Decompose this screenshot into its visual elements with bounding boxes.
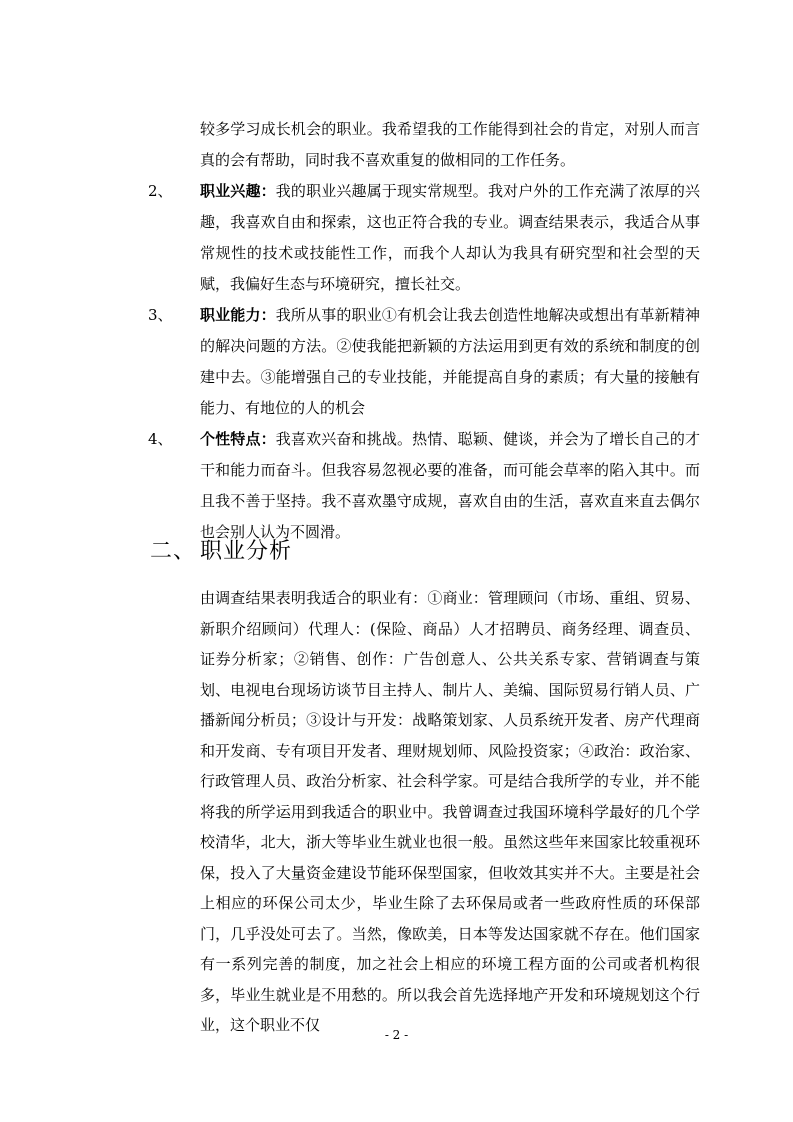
item-text: 我喜欢兴奋和挑战。热情、聪颖、健谈，并会为了增长自己的才干和能力而奋斗。但我容易忽视必要的准备，而可能会草率的陷入其中。而且我不善于坚持。我不喜欢墨守成规，喜欢自由的生活，喜欢直来直去偶尔也会别人认为不圆滑。 <box>200 430 700 541</box>
item-lead: 个性特点： <box>200 430 276 448</box>
section-title: 职业分析 <box>200 539 293 564</box>
item-number: 2、 <box>148 182 173 200</box>
item-lead: 职业能力： <box>200 306 276 324</box>
list-item-personality <box>148 424 700 548</box>
item-text: 我的职业兴趣属于现实常规型。我对户外的工作充满了浓厚的兴趣，我喜欢自由和探索，这也正符合我的专业。调查结果表示，我适合从事常规性的技术或技能性工作，而我个人却认为我具有研究型和社会型的天赋，我偏好生态与环境研究，擅长社交。 <box>200 182 700 293</box>
list-item-interest <box>148 176 700 300</box>
item-text: 我所从事的职业①有机会让我去创造性地解决或想出有革新精神的解决问题的方法。②使我能把新颖的方法运用到更有效的系统和制度的创建中去。③能增强自己的专业技能，并能提高自身的素质；有大量的接触有能力、有地位的人的机会 <box>200 306 700 417</box>
page-number: - 2 - <box>384 1028 409 1042</box>
section-number: 二、 <box>150 539 197 564</box>
item-number: 4、 <box>148 430 173 448</box>
intro-paragraph: 较多学习成长机会的职业。我希望我的工作能得到社会的肯定，对别人而言真的会有帮助，同时我不喜欢重复的做相同的工作任务。 <box>200 120 700 169</box>
analysis-paragraph: 由调查结果表明我适合的职业有：①商业：管理顾问（市场、重组、贸易、新职介绍顾问）代理人：(保险、商品）人才招聘员、商务经理、调查员、证券分析家；②销售、创作：广告创意人、公共关系专家、营销调查与策划、电视电台现场访谈节目主持人、制片人、美编、国际贸易行销人员、广播新闻分析员；③设计与开发：战略策划家、人员系统开发者、房产代理商和开发商、专有项目开发者、理财规划师、风险投资家；④政治：政治家、行政管理人员、政治分析家、社会科学家。可是结合我所学的专业，并不能将我的所学运用到我适合的职业中。我曾调查过我国环境科学最好的几个学校清华，北大，浙大等毕业生就业也很一般。虽然这些年来国家比较重视环保，投入了大量资金建设节能环保型国家，但收效其实并不大。主要是社会上相应的环保公司太少，毕业生除了去环保局或者一些政府性质的环保部门，几乎没处可去了。当然，像欧美，日本等发达国家就不存在。他们国家有一系列完善的制度，加之社会上相应的环境工程方面的公司或者机构很多，毕业生就业是不用愁的。所以我会首先选择地产开发和环境规划这个行业，这个职业不仅 <box>200 589 700 1034</box>
list-item-ability <box>148 300 700 424</box>
item-number: 3、 <box>148 306 173 324</box>
item-lead: 职业兴趣： <box>200 182 276 200</box>
upper-content <box>148 114 700 548</box>
section-heading <box>150 534 292 565</box>
